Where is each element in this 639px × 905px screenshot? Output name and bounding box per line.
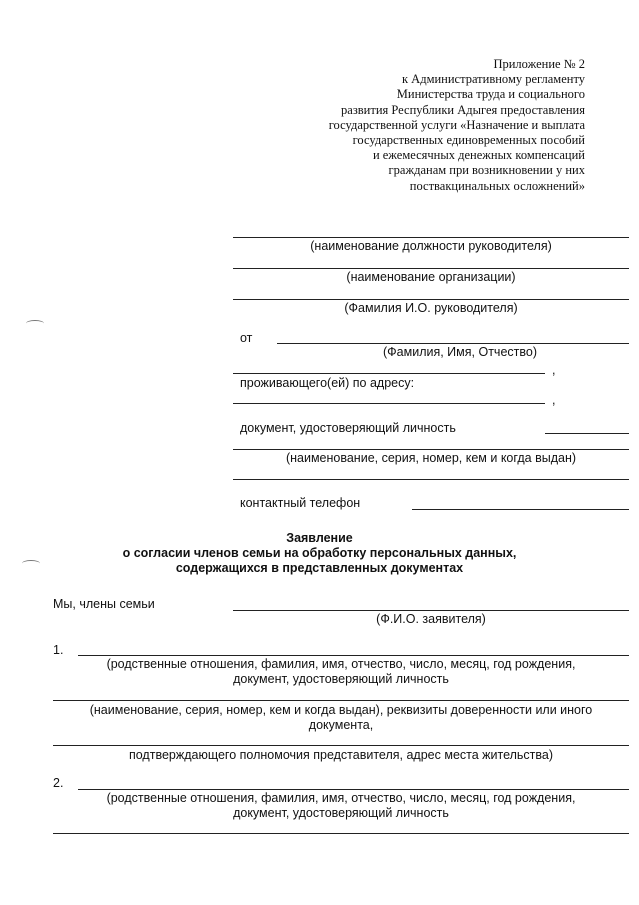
- id-document-short-line[interactable]: [545, 433, 629, 434]
- document-caption: [53, 703, 629, 733]
- document-line[interactable]: [53, 833, 629, 834]
- appendix-line: поствакцинальных осложнений»: [409, 178, 585, 193]
- head-name-caption: (Фамилия И.О. руководителя): [344, 301, 518, 315]
- organization-line[interactable]: [233, 268, 629, 269]
- caption-line: документа,: [308, 718, 374, 732]
- comma-mark: ,: [552, 363, 556, 377]
- appendix-line: гражданам при возникновении у них: [388, 163, 585, 178]
- relation-line[interactable]: [78, 789, 629, 790]
- appendix-line: Министерства труда и социального: [396, 87, 585, 102]
- id-document-caption: (наименование, серия, номер, кем и когда выдан): [285, 451, 577, 465]
- caption-line: (родственные отношения, фамилия, имя, отчество, число, месяц, год рождения,: [106, 791, 576, 805]
- applicant-caption: (Ф.И.О. заявителя): [376, 612, 486, 626]
- organization-caption: (наименование организации): [346, 270, 516, 284]
- caption-line: (наименование, серия, номер, кем и когда выдан), реквизиты доверенности или иного: [89, 703, 593, 717]
- from-label: от: [240, 331, 253, 345]
- comma-mark: ,: [552, 393, 556, 407]
- applicant-name-line[interactable]: [277, 343, 629, 344]
- appendix-line: развития Республики Адыгея предоставления: [341, 102, 585, 117]
- scan-mark: [26, 320, 44, 327]
- item-number: 2.: [53, 776, 64, 790]
- authority-caption: подтверждающего полномочия представителя, адрес места жительства): [128, 748, 554, 762]
- relation-line[interactable]: [78, 655, 629, 656]
- id-document-label: документ, удостоверяющий личность: [240, 421, 456, 435]
- id-document-line[interactable]: [233, 449, 629, 450]
- caption-line: документ, удостоверяющий личность: [233, 672, 449, 686]
- position-caption: (наименование должности руководителя): [310, 239, 552, 253]
- authority-line[interactable]: [53, 745, 629, 746]
- address-line-2[interactable]: [233, 403, 545, 404]
- appendix-header: [265, 57, 585, 194]
- relation-caption: [53, 657, 629, 687]
- title-line: содержащихся в представленных документах: [175, 561, 464, 575]
- phone-line[interactable]: [412, 509, 629, 510]
- document-title: [0, 531, 639, 576]
- title-line: Заявление: [286, 531, 353, 545]
- caption-line: документ, удостоверяющий личность: [233, 806, 449, 820]
- document-line[interactable]: [53, 700, 629, 701]
- head-name-line[interactable]: [233, 299, 629, 300]
- appendix-line: к Административному регламенту: [401, 72, 585, 87]
- relation-caption: [53, 791, 629, 821]
- applicant-name-caption: (Фамилия, Имя, Отчество): [383, 345, 537, 359]
- address-line-1[interactable]: [233, 373, 545, 374]
- address-label: проживающего(ей) по адресу:: [240, 376, 415, 390]
- phone-label: контактный телефон: [240, 496, 361, 510]
- appendix-line: государственных единовременных пособий: [352, 133, 585, 148]
- caption-line: (родственные отношения, фамилия, имя, отчество, число, месяц, год рождения,: [106, 657, 576, 671]
- position-line[interactable]: [233, 237, 629, 238]
- id-document-line-2[interactable]: [233, 479, 629, 480]
- title-line: о согласии членов семьи на обработку персональных данных,: [122, 546, 517, 560]
- appendix-line: Приложение № 2: [493, 57, 585, 71]
- applicant-line[interactable]: [233, 610, 629, 611]
- appendix-line: государственной услуги «Назначение и выплата: [328, 117, 585, 132]
- family-label: Мы, члены семьи: [53, 597, 155, 611]
- appendix-line: и ежемесячных денежных компенсаций: [372, 148, 585, 163]
- item-number: 1.: [53, 643, 64, 657]
